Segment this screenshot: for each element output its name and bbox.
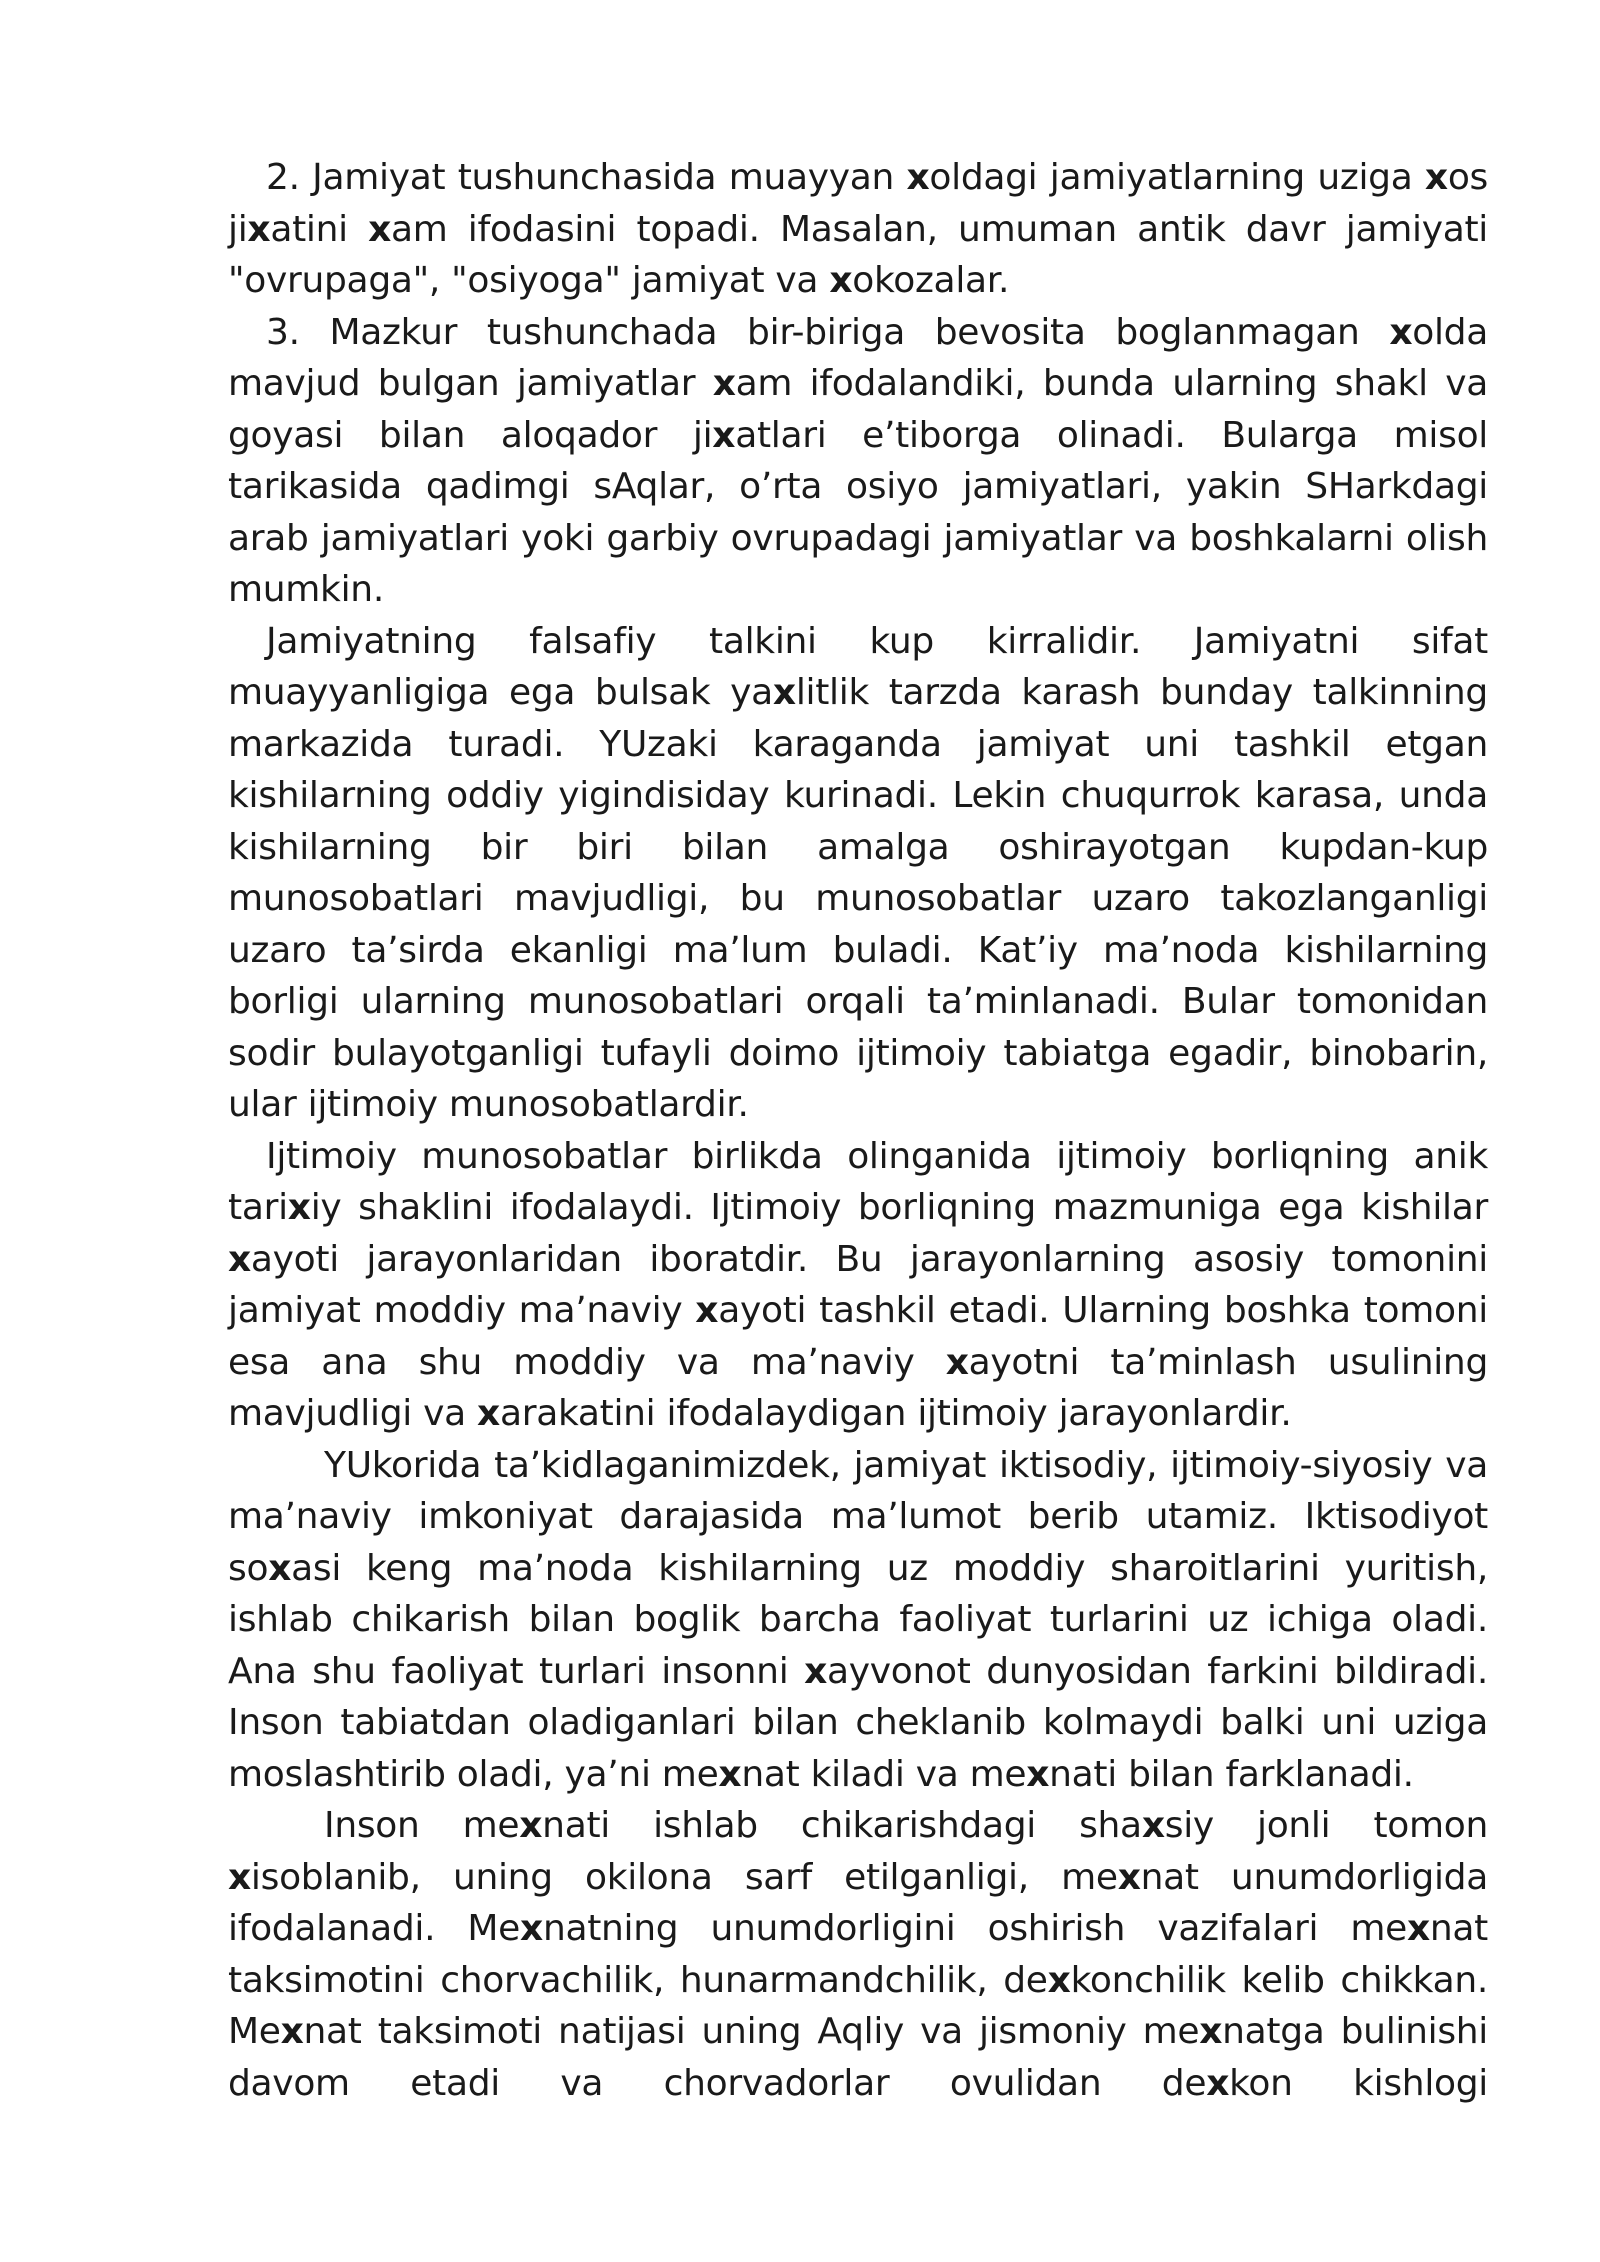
paragraph [228,616,1488,1131]
text-run: ayvonot dunyosidan farkini bildiradi. Inson tabiatdan oladiganlari bilan cheklanib kolmaydi balki uni uziga moslashtirib oladi, ya’ni me [228,1650,1488,1795]
text-run: okozalar. [852,260,1010,301]
bold-letter: x [519,1805,543,1846]
text-run: atlari e’tiborga olinadi. Bularga misol tarikasida qadimgi sAqlar, o’rta osiyo jamiyatlari, yakin SHarkdagi arab jamiyatlari yoki garbiy ovrupadagi jamiyatlar va boshkalarni olish mumkin. [228,414,1489,610]
text-run: Ijtimoiy munosobatlar birlikda olinganida ijtimoiy borliqning anik tari [228,1135,1488,1228]
text-run: litlik tarzda karash bunday talkinning markazida turadi. YUzaki karaganda jamiyat uni tashkil etgan kishilarning oddiy yigindisiday kurinadi. Lekin chuqurrok karasa, unda kishilarning bir biri bilan amalga oshirayotgan kupdan-kup munosobatlari mavjudligi, bu munosobatlar uzaro takozlanganligi uzaro ta’sirda ekanligi ma’lum buladi. Kat’iy ma’noda kishilarning borligi ularning munosobatlari orqali ta’minlanadi. Bular tomonidan sodir bulayotganligi tufayli doimo ijtimoiy tabiatga egadir, binobarin, ular ijtimoiy munosobatlardir. [228,672,1488,1125]
text-run: arakatini ifodalaydigan ijtimoiy jarayonlardir. [499,1393,1292,1434]
bold-letter: x [247,208,271,250]
bold-letter: x [1389,311,1413,353]
bold-letter: x [268,1547,292,1589]
text-run: ayoti tashkil etadi. Ularning boshka tomoni esa ana shu moddiy va ma’naviy [228,1290,1488,1383]
text-run: oldagi jamiyatlarning uziga [929,157,1425,198]
bold-letter: x [1199,2011,1223,2052]
bold-letter: x [712,414,736,456]
text-run: kon kishlogi [1229,2062,1488,2104]
text-run: ayotni ta’minlash usulining mavjudligi va [228,1341,1488,1434]
bold-letter: x [945,1341,969,1383]
text-run: siy jonli tomon [1164,1805,1488,1846]
text-run: Jamiyatning falsafiy talkini kup kirralidir. Jamiyatni sifat muayyanligiga ega bulsak ya [228,620,1488,713]
text-run: nat kiladi va me [741,1753,1027,1795]
text-run: 3. Mazkur tushunchada bir-biriga bevosita boglanmagan [266,311,1390,353]
document-page [228,152,1488,2109]
bold-letter: x [1206,2062,1230,2104]
text-run: konchilik kelib chikkan. Me [228,1959,1488,2052]
text-run: nat taksimoti natijasi uning Aqliy va jismoniy me [303,2011,1200,2052]
text-run: os ji [228,157,1489,250]
paragraph [228,1440,1488,1801]
bold-letter: x [1424,157,1448,198]
bold-letter: x [712,363,736,404]
bold-letter: x [695,1290,719,1331]
text-run: asi keng ma’noda kishilarning uz moddiy sharoitlarini yuritish, ishlab chikarish bilan boglik barcha faoliyat turlarini uz ichiga oladi. Ana shu faoliyat turlari insonni [228,1547,1488,1692]
text-run: nat unumdorligida ifodalanadi. Me [228,1856,1488,1949]
text-run: nati ishlab chikarishdagi sha [542,1805,1142,1846]
bold-letter: x [772,672,796,713]
bold-letter: x [906,157,930,198]
text-run: nati bilan farklanadi. [1049,1753,1414,1795]
text-run: olda mavjud bulgan jamiyatlar [228,311,1488,404]
bold-letter: x [228,1856,251,1898]
bold-letter: x [368,208,391,250]
bold-letter: x [718,1753,742,1795]
bold-letter: x [520,1908,543,1949]
bold-letter: x [1141,1805,1165,1846]
text-run: ayoti jarayonlaridan iboratdir. Bu jarayonlarning asosiy tomonini jamiyat moddiy ma’naviy [228,1238,1488,1331]
paragraph [228,1800,1488,2109]
bold-letter: x [477,1393,500,1434]
bold-letter: x [1117,1856,1141,1898]
text-run: am ifodalandiki, bunda ularning shakl va goyasi bilan aloqador ji [228,363,1488,456]
paragraph [228,1131,1488,1440]
text-run: natning unumdorligini oshirish vazifalari me [542,1908,1407,1949]
text-run: YUkorida ta’kidlaganimizdek, jamiyat iktisodiy, ijtimoiy-siyosiy va ma’naviy imkoniyat darajasida ma’lumot berib utamiz. Iktisodiyot so [228,1444,1488,1589]
text-run: iy shaklini ifodalaydi. Ijtimoiy borliqning mazmuniga ega kishilar [310,1187,1488,1228]
paragraph [228,307,1488,616]
text-run: 2. Jamiyat tushunchasida muayyan [266,157,907,198]
bold-letter: x [829,260,853,301]
text-run: nat taksimotini chorvachilik, hunarmandchilik, de [228,1908,1488,2001]
paragraph [228,152,1488,307]
text-run: natga bulinishi davom etadi va chorvadorlar ovulidan de [228,2011,1488,2104]
text-run: Inson me [324,1805,520,1846]
text-run: atini [270,208,369,250]
bold-letter: x [280,2011,304,2052]
bold-letter: x [1026,1753,1050,1795]
bold-letter: x [287,1187,311,1228]
bold-letter: x [804,1650,828,1692]
bold-letter: x [1047,1959,1071,2001]
bold-letter: x [1406,1908,1430,1949]
bold-letter: x [228,1238,251,1280]
text-run: isoblanib, uning okilona sarf etilganligi, me [250,1856,1118,1898]
text-run: am ifodasini topadi. Masalan, umuman antik davr jamiyati "ovrupaga", "osiyoga" jamiyat va [228,208,1488,301]
